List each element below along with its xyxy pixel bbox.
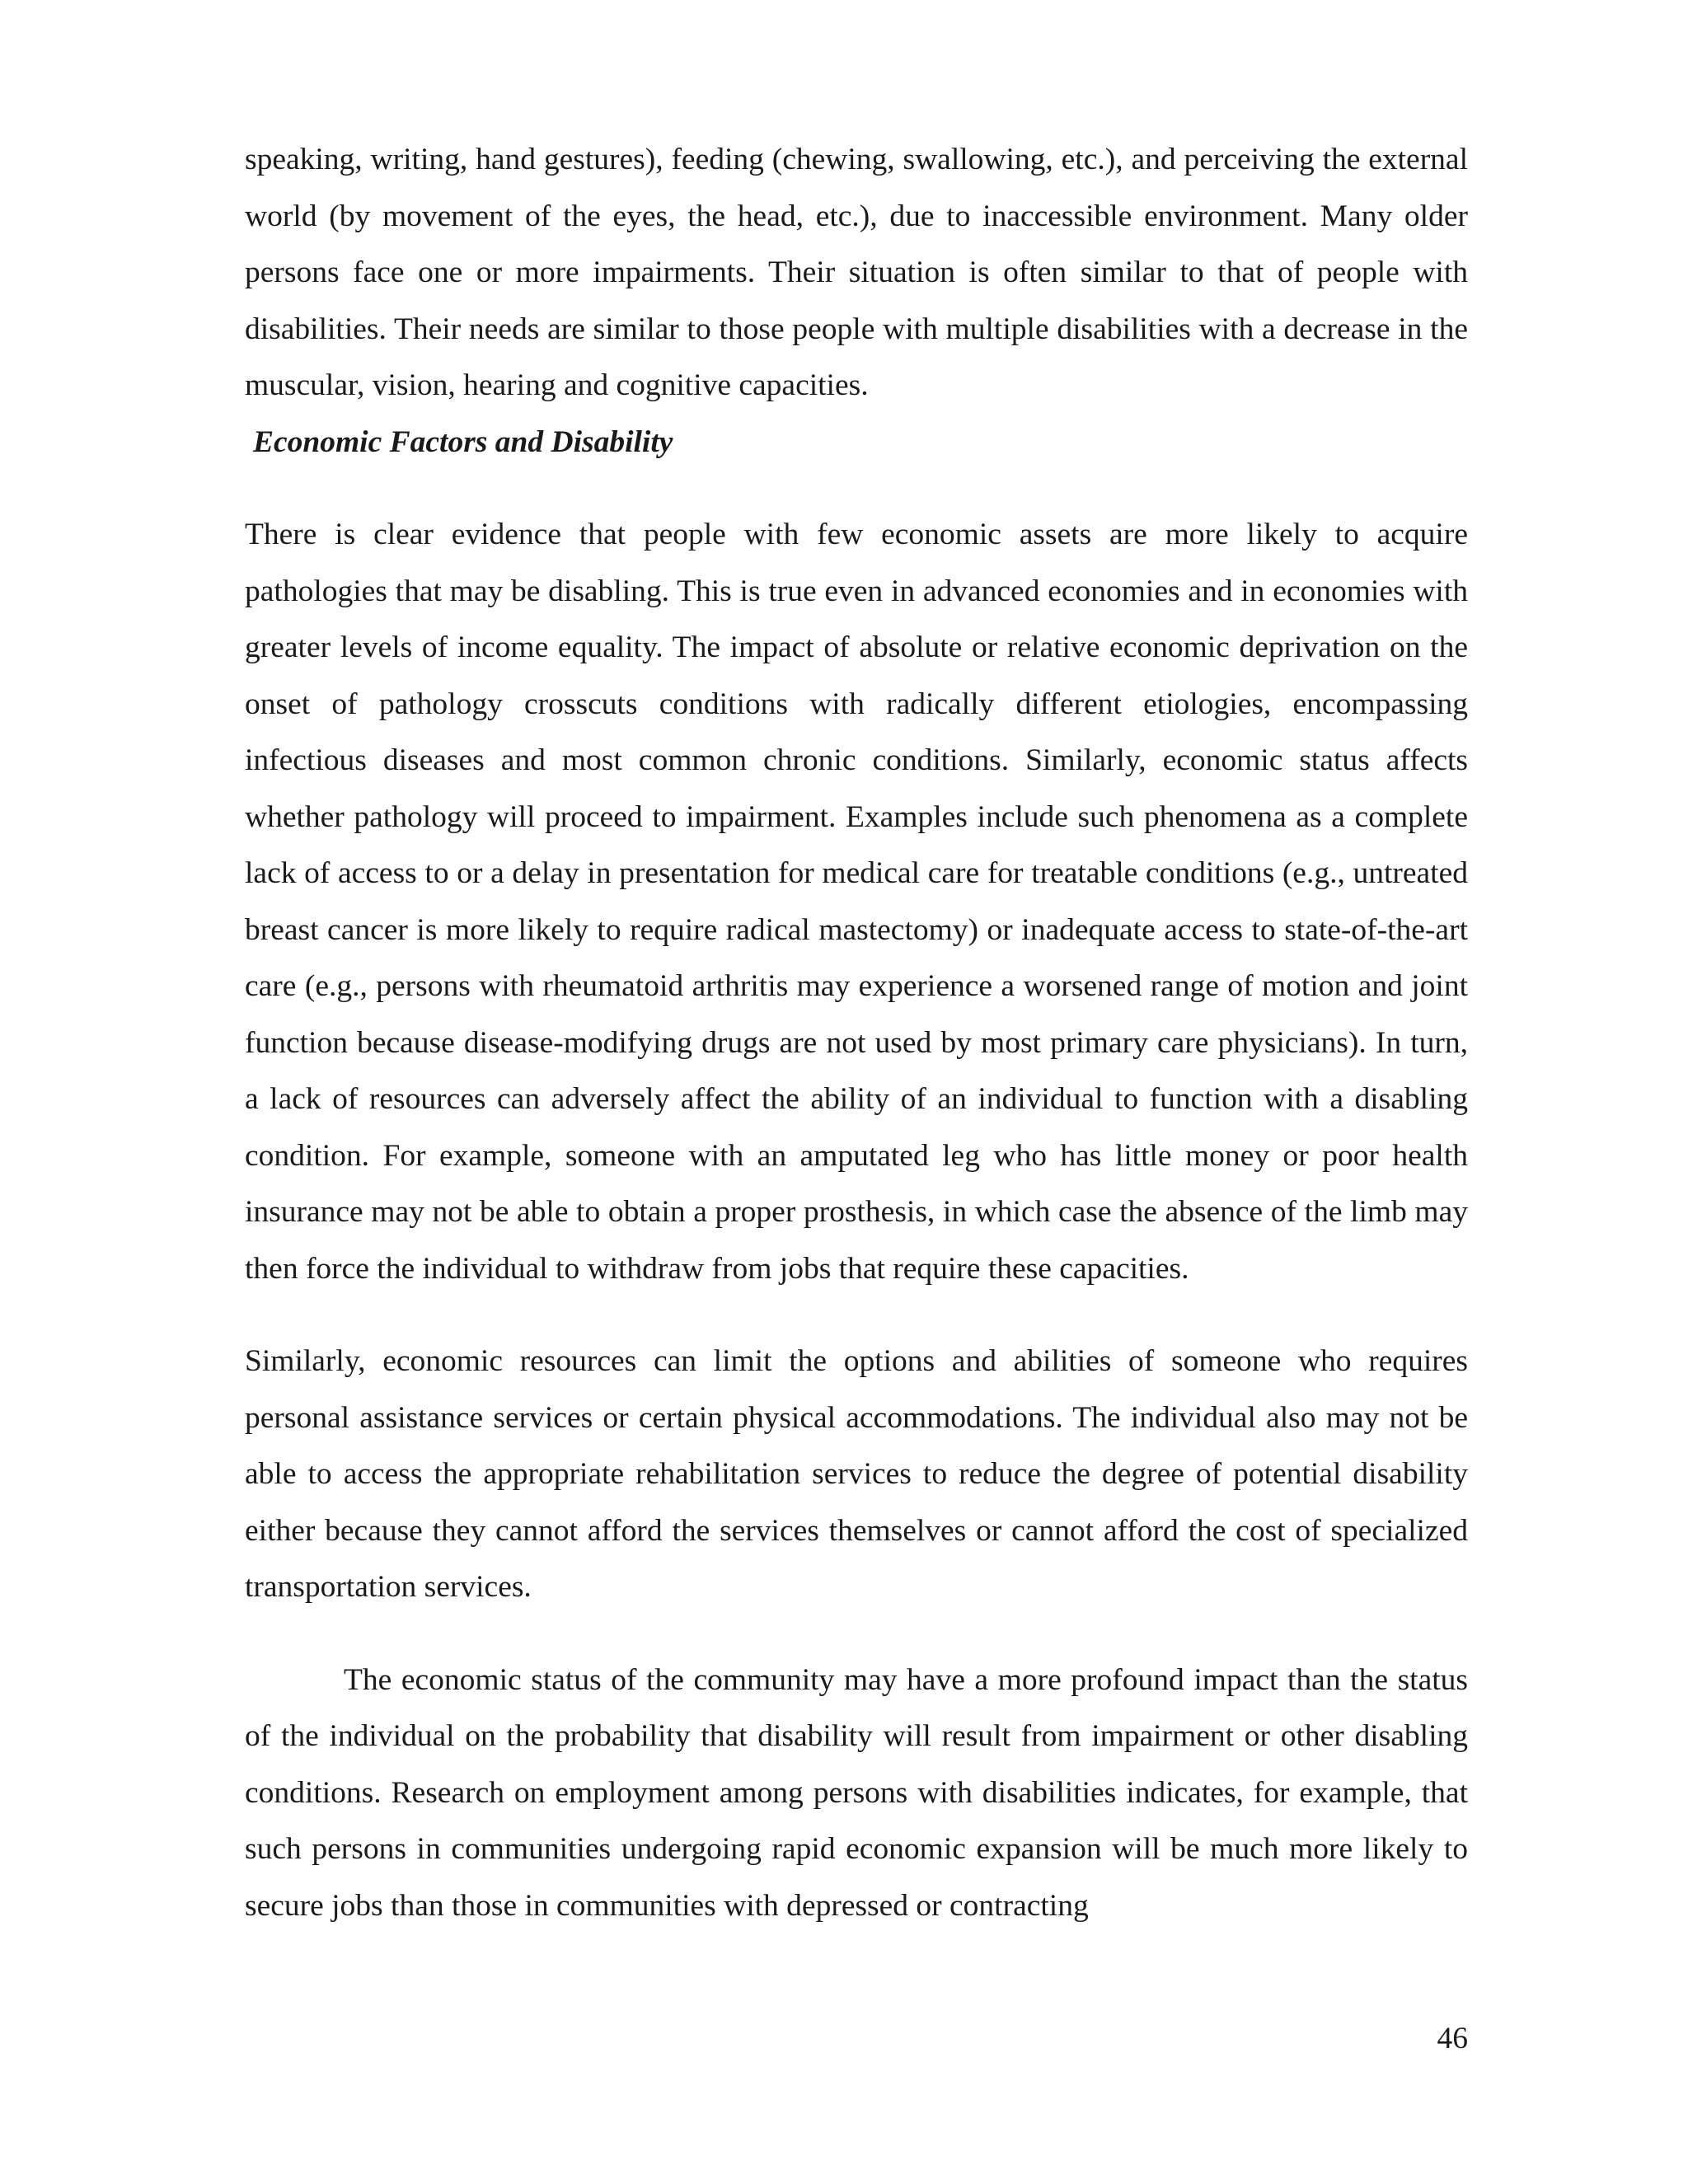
section-heading: Economic Factors and Disability xyxy=(253,424,673,459)
paragraph-intro-continuation: speaking, writing, hand gestures), feeding (chewing, swallowing, etc.), and perceiving the external world (by movement of the eyes, the head, etc.), due to inaccessible environment. Many older persons face one or more impairments. Their situation is often similar to that of people with disabilities. Their needs are similar to those people with multiple disabilities with a decrease in the muscular, vision, hearing and cognitive capacities. xyxy=(245,143,1468,402)
page-number: 46 xyxy=(1437,2022,1468,2055)
paragraph-community-status: The economic status of the community may have a more profound impact than the status of the individual on the probability that disability will result from impairment or other disabling conditions. Research on employment among persons with disabilities indicates, for example, that such persons in communities undergoing rapid economic expansion will be much more likely to secure jobs than those in communities with depressed or contracting xyxy=(245,1662,1468,1923)
document-body xyxy=(245,132,1468,1934)
paragraph-economic-resources: Similarly, economic resources can limit the options and abilities of someone who requires personal assistance services or certain physical accommodations. The individual also may not be able to access the appropriate rehabilitation services to reduce the degree of potential disability either because they cannot afford the services themselves or cannot afford the cost of specialized transportation services. xyxy=(245,1344,1468,1604)
paragraph-economic-assets: There is clear evidence that people with few economic assets are more likely to acquire pathologies that may be disabling. This is true even in advanced economies and in economies with greater levels of income equality. The impact of absolute or relative economic deprivation on the onset of pathology crosscuts conditions with radically different etiologies, encompassing infectious diseases and most common chronic conditions. Similarly, economic status affects whether pathology will proceed to impairment. Examples include such phenomena as a complete lack of access to or a delay in presentation for medical care for treatable conditions (e.g., untreated breast cancer is more likely to require radical mastectomy) or inadequate access to state-of-the-art care (e.g., persons with rheumatoid arthritis may experience a worsened range of motion and joint function because disease-modifying drugs are not used by most primary care physicians). In turn, a lack of resources can adversely affect the ability of an individual to function with a disabling condition. For example, someone with an amputated leg who has little money or poor health insurance may not be able to obtain a proper prosthesis, in which case the absence of the limb may then force the individual to withdraw from jobs that require these capacities. xyxy=(245,518,1468,1286)
